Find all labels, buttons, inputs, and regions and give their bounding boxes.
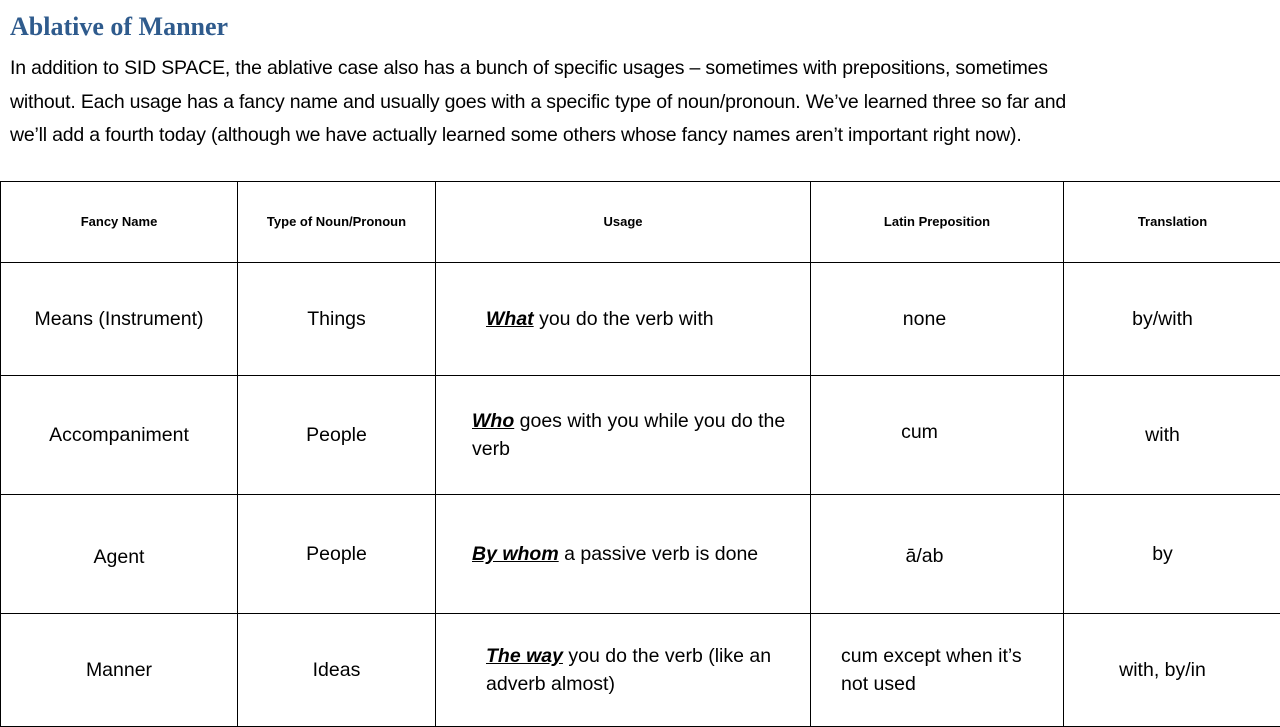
header-latin-preposition: Latin Preposition (811, 182, 1064, 263)
table-header-row (1, 182, 1280, 263)
preposition-cell: none (811, 263, 1064, 376)
intro-line: we’ll add a fourth today (although we have actually learned some others whose fancy names aren’t important right now). (10, 119, 1066, 153)
fancy-name-cell: Accompaniment (1, 376, 238, 495)
table-row (1, 376, 1280, 495)
noun-type-cell: People (238, 376, 436, 495)
usage-rest: you do the verb with (534, 308, 714, 330)
usage-cell (436, 376, 811, 495)
header-translation: Translation (1064, 182, 1280, 263)
usage-rest: you do the verb (like an adverb almost) (486, 645, 771, 695)
intro-line: In addition to SID SPACE, the ablative case also has a bunch of specific usages – sometimes with prepositions, sometimes (10, 52, 1066, 86)
usage-lead: What (486, 308, 534, 330)
ablative-usage-table (0, 181, 1280, 727)
table-row (1, 614, 1280, 727)
translation-cell: by/with (1064, 263, 1280, 376)
translation-cell: with (1064, 376, 1280, 495)
usage-cell (436, 263, 811, 376)
intro-line: without. Each usage has a fancy name and usually goes with a specific type of noun/pronoun. We’ve learned three so far and (10, 86, 1066, 120)
header-usage: Usage (436, 182, 811, 263)
table-row (1, 495, 1280, 614)
usage-cell (436, 495, 811, 614)
translation-cell: by (1064, 495, 1280, 614)
noun-type-cell: Things (238, 263, 436, 376)
usage-lead: Who (472, 410, 514, 432)
usage-lead: By whom (472, 543, 559, 565)
fancy-name-cell: Agent (1, 495, 238, 614)
translation-cell: with, by/in (1064, 614, 1280, 727)
page-title: Ablative of Manner (10, 12, 228, 42)
fancy-name-cell: Manner (1, 614, 238, 727)
table-row (1, 263, 1280, 376)
preposition-cell: ā/ab (811, 495, 1064, 614)
usage-rest: a passive verb is done (559, 543, 758, 565)
header-noun-type: Type of Noun/Pronoun (238, 182, 436, 263)
usage-cell (436, 614, 811, 727)
usage-lead: The way (486, 645, 563, 667)
preposition-cell: cum (811, 376, 1064, 495)
fancy-name-cell: Means (Instrument) (1, 263, 238, 376)
usage-rest: goes with you while you do the verb (472, 410, 785, 460)
intro-paragraph (10, 52, 1066, 153)
noun-type-cell: Ideas (238, 614, 436, 727)
noun-type-cell: People (238, 495, 436, 614)
preposition-cell: cum except when it’s not used (811, 614, 1064, 727)
header-fancy-name: Fancy Name (1, 182, 238, 263)
